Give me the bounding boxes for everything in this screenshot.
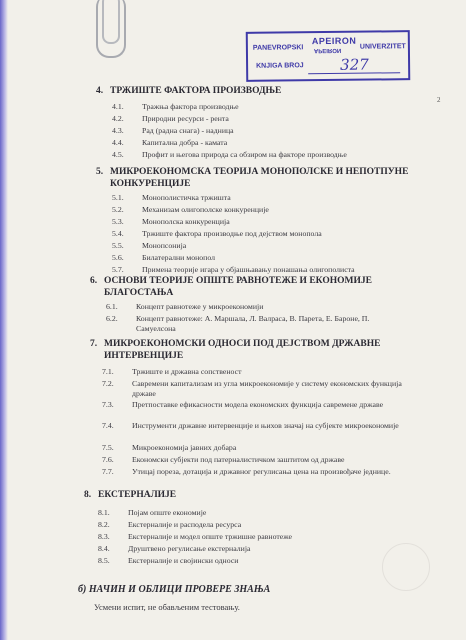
stamp-logo: APEIRON — [311, 35, 357, 47]
item-text: Утицај пореза, дотација и државног регулисања цена на произвођаче једнице. — [132, 467, 391, 476]
item-text: Монополска конкуренција — [142, 217, 230, 226]
item-number: 4.1. — [112, 102, 124, 111]
section-title: МИКРОЕКОНОМСКА ТЕОРИЈА МОНОПОЛСКЕ И НЕПОТПУНЕ КОНКУРЕНЦИЈЕ — [110, 167, 409, 189]
item-text: Профит и његова природа са обзиром на факторе производње — [142, 150, 347, 159]
item-text: Концепт равнотеже у микроекономији — [136, 302, 264, 311]
item-text: Монополистичка тржишта — [142, 193, 231, 202]
paperclip-inner — [102, 0, 120, 44]
stamp-line-4: KNJIGA BROJ — [256, 62, 304, 70]
item-text: Тражња фактора производње — [142, 102, 239, 111]
item-text: Рад (радна снага) - надница — [142, 126, 234, 135]
item-number: 5.2. — [112, 205, 124, 214]
item-text: Монопсонија — [142, 241, 187, 250]
item-text: Тржиште фактора производње под дејством монопола — [142, 229, 322, 238]
item-number: 8.4. — [98, 544, 110, 553]
item-number: 6.2. — [106, 314, 118, 323]
item-number: 5.1. — [112, 193, 124, 202]
section-number: 4. — [96, 86, 104, 96]
item-number: 4.4. — [112, 138, 124, 147]
item-text: Капитална добра - камата — [142, 138, 228, 147]
item-number: 7.4. — [102, 421, 114, 430]
stamp-line-3: UNIVERZITET — [359, 43, 406, 51]
item-text: Екстерналије и модел опште тржишне равнотеже — [128, 532, 292, 541]
item-number: 8.5. — [98, 556, 110, 565]
item-number: 7.1. — [102, 367, 114, 376]
item-text: Концепт равнотеже: А. Маршала, Л. Валраса, В. Парета, Е. Бароне, П. Самуелсона — [136, 314, 370, 333]
section-title: МИКРОЕКОНОМСКИ ОДНОСИ ПОД ДЕЈСТВОМ ДРЖАВНЕ ИНТЕРВЕНЦИЈЕ — [104, 339, 381, 361]
stamp-logo-mirror: APEIRON — [313, 46, 342, 54]
section-title: ТРЖИШТЕ ФАКТОРА ПРОИЗВОДЊЕ — [110, 86, 282, 96]
section-number: 7. — [90, 339, 98, 349]
library-stamp — [246, 30, 411, 82]
page-edge-shadow — [0, 0, 8, 640]
item-number: 7.5. — [102, 443, 114, 452]
item-number: 4.3. — [112, 126, 124, 135]
section-title: ОСНОВИ ТЕОРИЈЕ ОПШТЕ РАВНОТЕЖЕ И ЕКОНОМИЈЕ БЛАГОСТАЊА — [104, 276, 372, 298]
assessment-heading: б) НАЧИН И ОБЛИЦИ ПРОВЕРЕ ЗНАЊА — [78, 584, 271, 595]
item-text: Билатерални монопол — [142, 253, 216, 262]
item-text: Инструменти државне интервенције и њихов значај на субјекте микроекономије — [132, 421, 399, 430]
assessment-note: Усмени испит, не обављеним тестовању. — [94, 602, 240, 612]
item-number: 6.1. — [106, 302, 118, 311]
item-number: 4.5. — [112, 150, 124, 159]
item-text: Примена теорије игара у објашњавању понашања олигополиста — [142, 265, 355, 274]
item-text: Природни ресурси - рента — [142, 114, 229, 123]
item-number: 4.2. — [112, 114, 124, 123]
item-number: 7.7. — [102, 467, 114, 476]
item-text: Друштвено регулисање екстерналија — [128, 544, 251, 553]
stamp-handwritten-number: 327 — [339, 55, 369, 74]
item-text: Тржиште и државна сопственост — [132, 367, 242, 376]
page-number: 2 — [437, 96, 441, 104]
item-number: 8.1. — [98, 508, 110, 517]
item-number: 5.3. — [112, 217, 124, 226]
faint-seal-imprint — [382, 543, 430, 591]
stamp-line-1: PANEVROPSKI — [252, 44, 304, 52]
item-number: 7.6. — [102, 455, 114, 464]
item-text: Економски субјекти под патерналистичком заштитом од државе — [132, 455, 345, 464]
item-text: Савремени капитализам из угла микроекономије у систему економских функција државе — [132, 379, 402, 398]
item-text: Екстерналије и својински односи — [128, 556, 239, 565]
item-text: Појам опште економије — [128, 508, 207, 517]
stamp-underline — [308, 72, 400, 74]
item-number: 5.7. — [112, 265, 124, 274]
item-text: Механизам олигополске конкуренције — [142, 205, 269, 214]
section-number: 6. — [90, 276, 98, 286]
section-number: 5. — [96, 167, 104, 177]
item-text: Екстерналије и расподела ресурса — [128, 520, 242, 529]
item-number: 7.3. — [102, 400, 114, 409]
item-text: Претпоставке ефикасности модела економских функција савремене државе — [132, 400, 384, 409]
item-number: 7.2. — [102, 379, 114, 388]
item-number: 5.6. — [112, 253, 124, 262]
section-number: 8. — [84, 490, 92, 500]
item-number: 8.2. — [98, 520, 110, 529]
item-number: 5.4. — [112, 229, 124, 238]
item-number: 8.3. — [98, 532, 110, 541]
item-text: Микроекономија јавних добара — [132, 443, 237, 452]
item-number: 5.5. — [112, 241, 124, 250]
section-title: ЕКСТЕРНАЛИЈЕ — [98, 490, 177, 500]
